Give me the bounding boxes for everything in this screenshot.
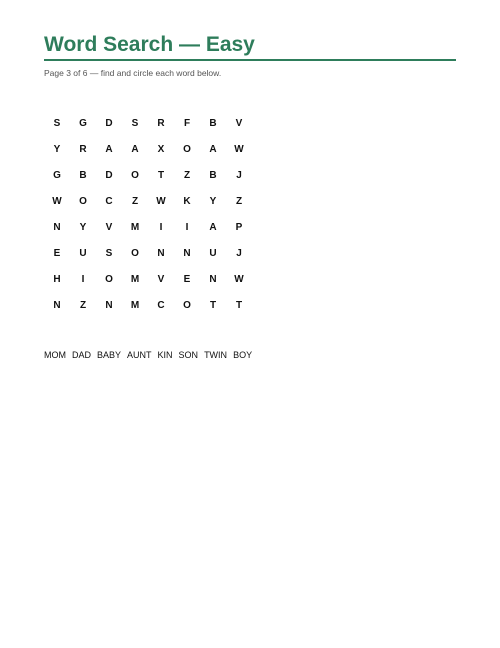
word-list-item: SON [178, 350, 199, 360]
grid-letter[interactable]: R [157, 117, 165, 129]
grid-letter[interactable]: Z [79, 299, 87, 311]
grid-letter[interactable]: E [183, 273, 191, 285]
word-list [44, 350, 252, 360]
grid-letter[interactable]: H [53, 273, 61, 285]
grid-letter[interactable]: J [236, 169, 242, 181]
grid-letter[interactable]: U [79, 247, 87, 259]
grid-letter[interactable]: I [159, 221, 163, 233]
grid-letter[interactable]: O [79, 195, 87, 207]
word-list-item: DAD [72, 350, 92, 360]
grid-letter[interactable]: M [130, 273, 140, 285]
grid-letter[interactable]: I [185, 221, 189, 233]
grid-letter[interactable]: W [52, 195, 62, 207]
grid-letter[interactable]: G [79, 117, 87, 129]
word-list-item: MOM [44, 350, 66, 360]
grid-letter[interactable]: D [105, 169, 113, 181]
grid-letter[interactable]: N [53, 299, 61, 311]
grid-letter[interactable]: B [209, 117, 217, 129]
grid-letter[interactable]: A [131, 143, 139, 155]
grid-letter[interactable]: M [130, 299, 140, 311]
grid-letter[interactable]: Z [235, 195, 243, 207]
word-list-item: TWIN [204, 350, 228, 360]
grid-letter[interactable]: C [105, 195, 113, 207]
grid-letter[interactable]: M [130, 221, 140, 233]
word-list-item: AUNT [127, 350, 152, 360]
word-list-item: KIN [157, 350, 173, 360]
grid-letter[interactable]: B [209, 169, 217, 181]
grid-letter[interactable]: W [156, 195, 166, 207]
word-list-item: BABY [97, 350, 122, 360]
letter-grid [44, 110, 252, 318]
grid-letter[interactable]: E [53, 247, 61, 259]
grid-letter[interactable]: U [209, 247, 217, 259]
grid-letter[interactable]: O [183, 143, 191, 155]
grid-letter[interactable]: N [209, 273, 217, 285]
grid-letter[interactable]: Y [209, 195, 217, 207]
grid-letter[interactable]: S [53, 117, 61, 129]
grid-letter[interactable]: V [235, 117, 243, 129]
grid-letter[interactable]: W [234, 273, 244, 285]
page-subtitle: Page 3 of 6 — find and circle each word below. [44, 68, 222, 78]
grid-letter[interactable]: T [157, 169, 165, 181]
grid-letter[interactable]: C [157, 299, 165, 311]
grid-letter[interactable]: K [183, 195, 191, 207]
grid-letter[interactable]: Z [183, 169, 191, 181]
grid-letter[interactable]: N [53, 221, 61, 233]
grid-letter[interactable]: O [105, 273, 113, 285]
grid-letter[interactable]: A [209, 143, 217, 155]
grid-letter[interactable]: O [183, 299, 191, 311]
grid-letter[interactable]: T [209, 299, 217, 311]
grid-letter[interactable]: N [183, 247, 191, 259]
title-divider [44, 59, 456, 61]
grid-letter[interactable]: D [105, 117, 113, 129]
grid-letter[interactable]: A [105, 143, 113, 155]
word-list-item: BOY [233, 350, 253, 360]
grid-letter[interactable]: R [79, 143, 87, 155]
grid-letter[interactable]: Y [53, 143, 61, 155]
grid-letter[interactable]: N [105, 299, 113, 311]
grid-letter[interactable]: V [157, 273, 165, 285]
grid-letter[interactable]: B [79, 169, 87, 181]
grid-letter[interactable]: Z [131, 195, 139, 207]
grid-letter[interactable]: O [131, 169, 139, 181]
grid-letter[interactable]: S [131, 117, 139, 129]
grid-letter[interactable]: F [183, 117, 191, 129]
grid-letter[interactable]: W [234, 143, 244, 155]
grid-letter[interactable]: N [157, 247, 165, 259]
grid-letter[interactable]: X [157, 143, 165, 155]
grid-letter[interactable]: V [105, 221, 113, 233]
grid-letter[interactable]: J [236, 247, 242, 259]
grid-letter[interactable]: S [105, 247, 113, 259]
grid-letter[interactable]: Y [79, 221, 87, 233]
grid-letter[interactable]: A [209, 221, 217, 233]
page-title: Word Search — Easy [44, 33, 255, 56]
grid-letter[interactable]: P [235, 221, 243, 233]
grid-letter[interactable]: G [53, 169, 61, 181]
grid-letter[interactable]: O [131, 247, 139, 259]
grid-letter[interactable]: I [81, 273, 85, 285]
grid-letter[interactable]: T [235, 299, 243, 311]
